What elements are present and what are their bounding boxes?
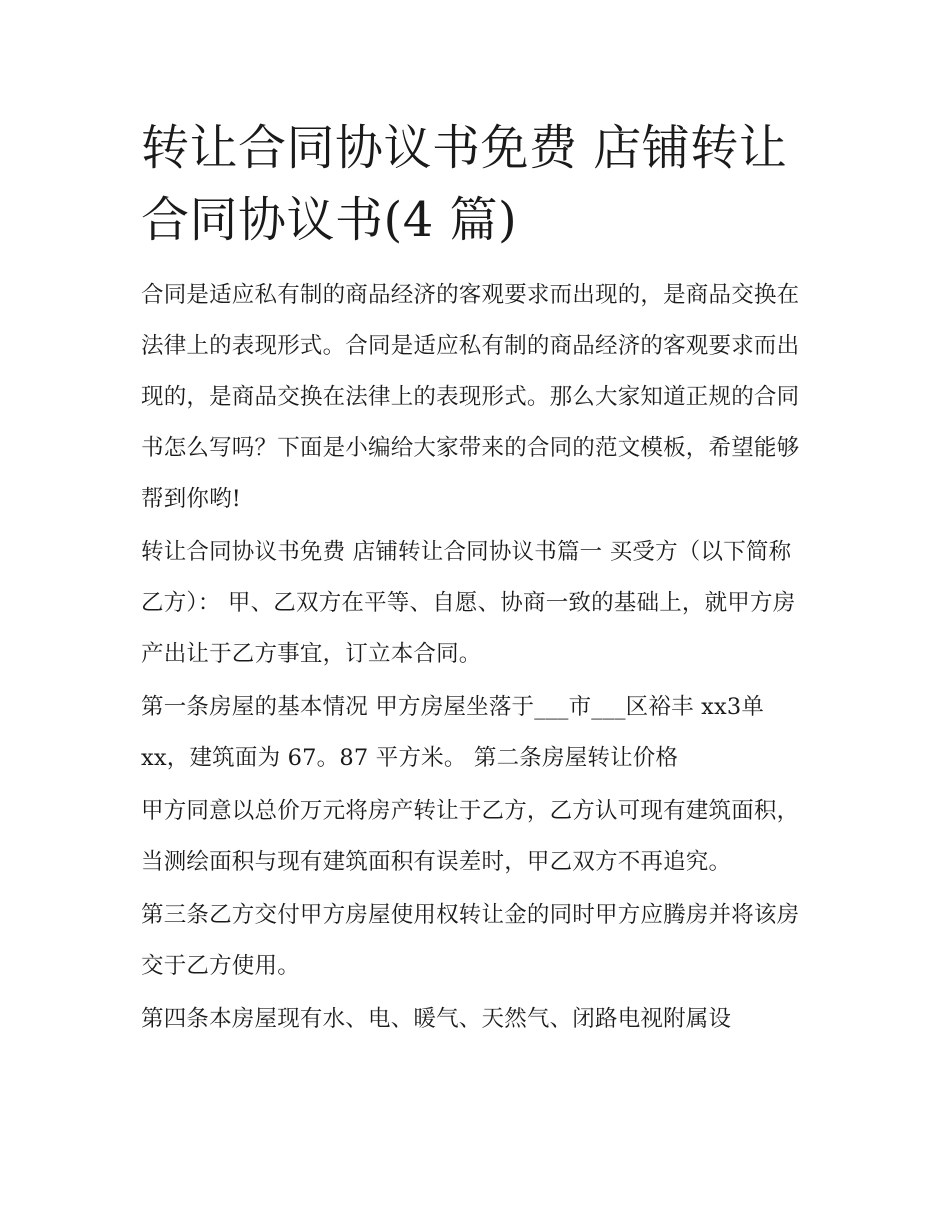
paragraph-article-4: 第四条本房屋现有水、电、暖气、天然气、闭路电视附属设 <box>141 1006 732 1032</box>
paragraph-article-1: 第一条房屋的基本情况 甲方房屋坐落于___市___区裕丰 xx3单 xx，建筑面为 67。87 平方米。 第二条房屋转让价格 <box>141 694 765 771</box>
paragraph-parties: 转让合同协议书免费 店铺转让合同协议书篇一 买受方（以下简称乙方）： 甲、乙双方在平等、自愿、协商一致的基础上，就甲方房产出让于乙方事宜，订立本合同。 <box>141 539 796 667</box>
document-title: 转让合同协议书免费 店铺转让合同协议书(4 篇) <box>141 120 788 248</box>
paragraph-article-3: 第三条乙方交付甲方房屋使用权转让金的同时甲方应腾房并将该房交于乙方使用。 <box>141 902 800 979</box>
document-page <box>141 112 813 1047</box>
paragraph-intro: 合同是适应私有制的商品经济的客观要求而出现的，是商品交换在法律上的表现形式。合同是适应私有制的商品经济的客观要求而出现的，是商品交换在法律上的表现形式。那么大家知道正规的合同书怎么写吗？下面是小编给大家带来的合同的范文模板，希望能够帮到你哟! <box>141 282 800 512</box>
document-body <box>141 270 813 1045</box>
paragraph-price: 甲方同意以总价万元将房产转让于乙方，乙方认可现有建筑面积，当测绘面积与现有建筑面积有误差时，甲乙双方不再追究。 <box>141 798 800 875</box>
